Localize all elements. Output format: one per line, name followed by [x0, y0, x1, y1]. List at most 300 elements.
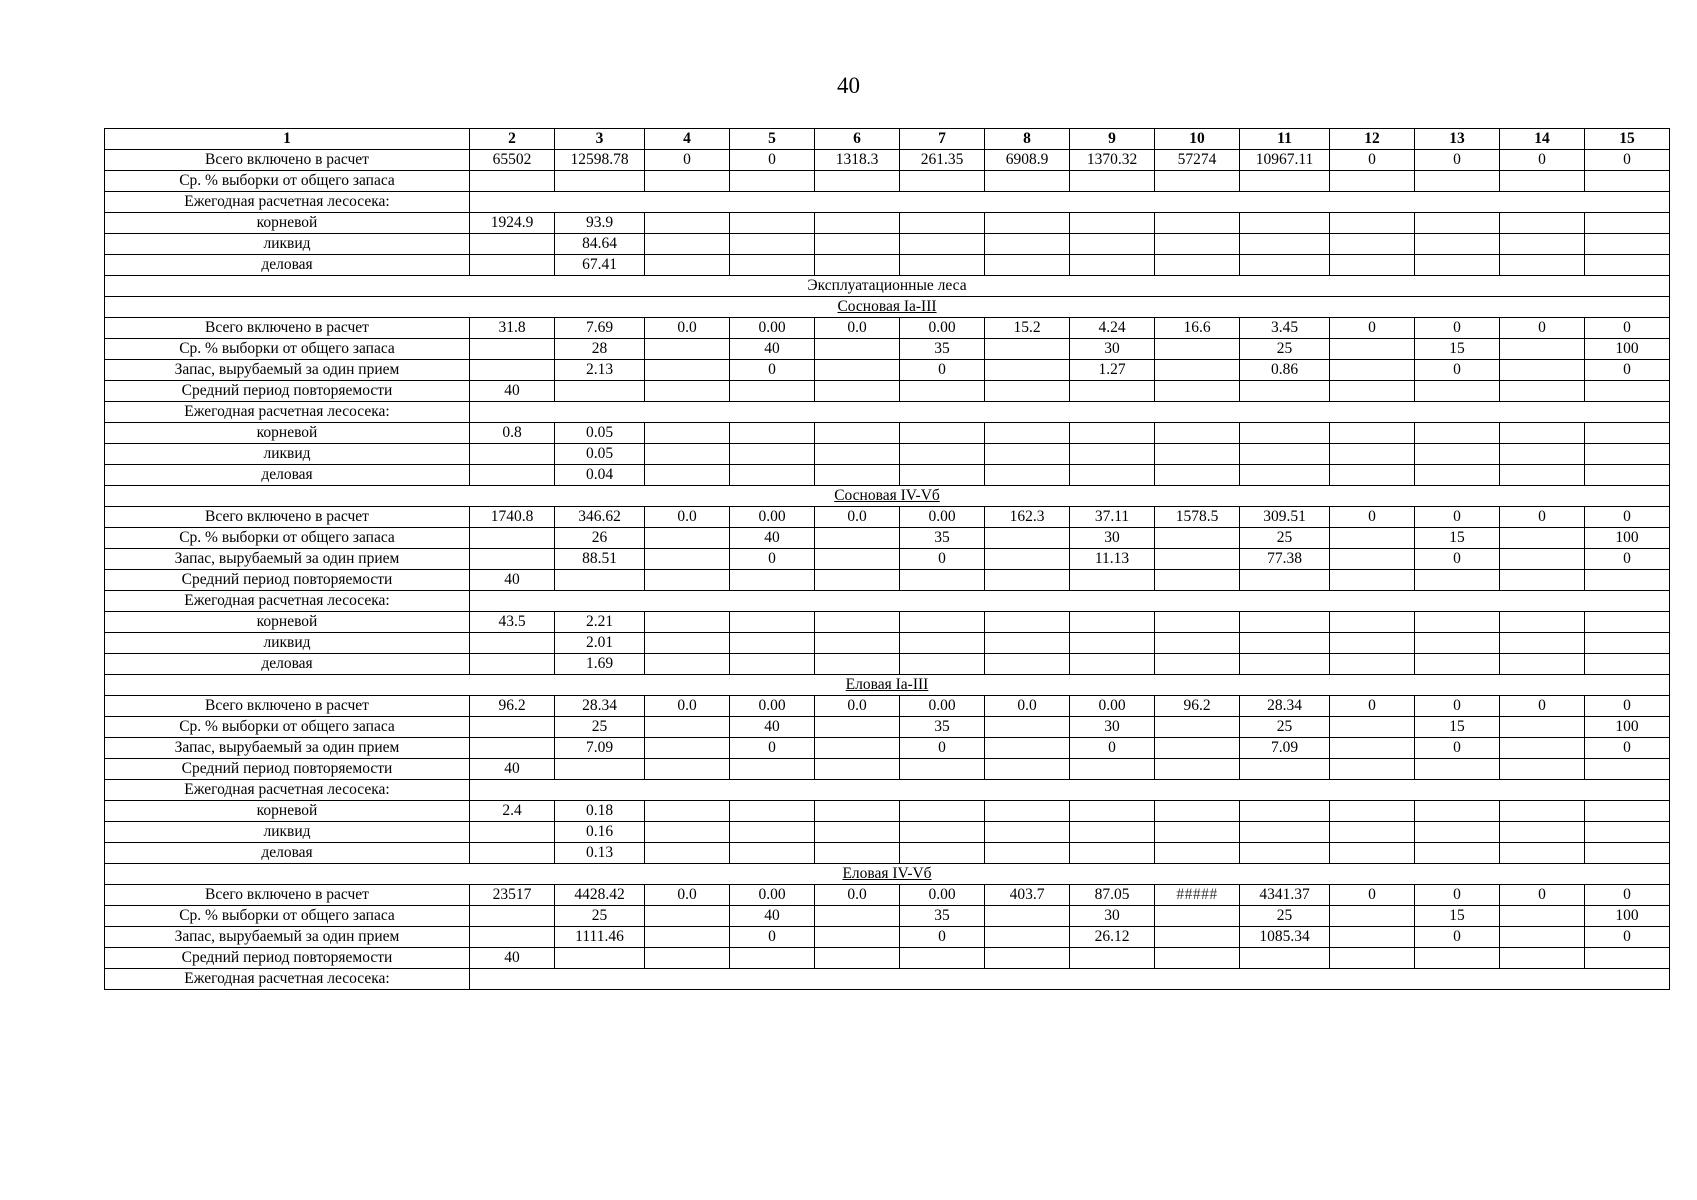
- table-cell: [1585, 171, 1670, 192]
- table-cell: [1155, 465, 1240, 486]
- table-cell: 0: [1415, 738, 1500, 759]
- table-cell: 1.27: [1070, 360, 1155, 381]
- table-cell: 40: [470, 948, 555, 969]
- table-row: [105, 717, 1670, 738]
- table-row: [105, 738, 1670, 759]
- table-body: [105, 129, 1670, 990]
- table-row: [105, 192, 1670, 213]
- table-cell: 15: [1415, 339, 1500, 360]
- table-cell: 0.0: [985, 696, 1070, 717]
- table-cell: [645, 423, 730, 444]
- table-cell: [1155, 759, 1240, 780]
- table-cell: 3.45: [1240, 318, 1330, 339]
- table-cell: 7.69: [555, 318, 645, 339]
- table-row: [105, 465, 1670, 486]
- table-cell: 1370.32: [1070, 150, 1155, 171]
- table-row: [105, 528, 1670, 549]
- table-cell: [1070, 822, 1155, 843]
- table-cell: [815, 234, 900, 255]
- table-cell: 1740.8: [470, 507, 555, 528]
- table-cell: [985, 423, 1070, 444]
- column-number-13: 13: [1415, 129, 1500, 150]
- table-cell: 0.0: [645, 885, 730, 906]
- row-label: деловая: [105, 255, 470, 276]
- row-label: деловая: [105, 465, 470, 486]
- table-cell: 0: [1330, 507, 1415, 528]
- table-cell: 15: [1415, 906, 1500, 927]
- table-cell: [1415, 633, 1500, 654]
- table-cell: 4.24: [1070, 318, 1155, 339]
- table-cell: [1500, 234, 1585, 255]
- table-cell: [730, 444, 815, 465]
- column-number-8: 8: [985, 129, 1070, 150]
- table-cell: 0: [1585, 927, 1670, 948]
- table-cell: [985, 654, 1070, 675]
- table-cell: 0.00: [900, 318, 985, 339]
- table-row: [105, 843, 1670, 864]
- table-cell: [1585, 465, 1670, 486]
- forest-calculation-table: [104, 128, 1670, 990]
- table-cell: [730, 381, 815, 402]
- table-cell: [1500, 444, 1585, 465]
- table-cell: 0: [1330, 885, 1415, 906]
- table-cell: [815, 570, 900, 591]
- table-cell: 0.0: [645, 507, 730, 528]
- table-cell: 37.11: [1070, 507, 1155, 528]
- table-cell: [815, 906, 900, 927]
- table-cell: [645, 906, 730, 927]
- row-label: ликвид: [105, 234, 470, 255]
- table-cell: 7.09: [1240, 738, 1330, 759]
- table-cell: 25: [555, 906, 645, 927]
- table-cell: 0: [1585, 318, 1670, 339]
- table-cell: 0: [1500, 318, 1585, 339]
- table-cell: [730, 633, 815, 654]
- table-cell: [730, 612, 815, 633]
- table-cell: 0.00: [900, 507, 985, 528]
- table-cell: [985, 528, 1070, 549]
- table-cell: 0.0: [645, 696, 730, 717]
- table-cell: 23517: [470, 885, 555, 906]
- table-cell: [1330, 738, 1415, 759]
- table-cell: [645, 171, 730, 192]
- table-cell: [985, 612, 1070, 633]
- table-cell: [1155, 255, 1240, 276]
- table-cell: 67.41: [555, 255, 645, 276]
- table-cell: 57274: [1155, 150, 1240, 171]
- table-row: [105, 759, 1670, 780]
- table-cell: [815, 339, 900, 360]
- table-cell: [1070, 423, 1155, 444]
- table-row: [105, 507, 1670, 528]
- table-cell: [1155, 633, 1240, 654]
- column-number-5: 5: [730, 129, 815, 150]
- table-cell: 0: [1500, 507, 1585, 528]
- table-cell: [470, 360, 555, 381]
- table-cell: [1330, 633, 1415, 654]
- table-cell: 1318.3: [815, 150, 900, 171]
- table-cell: [1070, 570, 1155, 591]
- column-number-3: 3: [555, 129, 645, 150]
- table-cell: 0: [1585, 507, 1670, 528]
- table-cell: [900, 654, 985, 675]
- table-cell: [985, 444, 1070, 465]
- table-cell: [730, 801, 815, 822]
- table-cell: [1415, 465, 1500, 486]
- table-cell: [1330, 759, 1415, 780]
- table-cell: [1240, 822, 1330, 843]
- table-cell: 96.2: [470, 696, 555, 717]
- table-cell: 0.16: [555, 822, 645, 843]
- table-cell: [645, 759, 730, 780]
- table-cell: 0.0: [645, 318, 730, 339]
- row-label: Всего включено в расчет: [105, 507, 470, 528]
- table-cell: [645, 213, 730, 234]
- table-cell: [985, 339, 1070, 360]
- table-cell: 35: [900, 906, 985, 927]
- table-cell: [1500, 255, 1585, 276]
- table-cell: [1240, 255, 1330, 276]
- table-cell: 43.5: [470, 612, 555, 633]
- table-cell: 0: [1585, 549, 1670, 570]
- table-cell: [730, 570, 815, 591]
- table-cell: [1500, 171, 1585, 192]
- table-cell: [730, 213, 815, 234]
- table-cell: [1330, 612, 1415, 633]
- table-cell: 0.00: [900, 696, 985, 717]
- table-cell: [985, 927, 1070, 948]
- table-cell: 0.00: [730, 885, 815, 906]
- table-cell: [730, 948, 815, 969]
- table-cell: [1415, 612, 1500, 633]
- table-cell: [815, 171, 900, 192]
- table-cell: [1070, 213, 1155, 234]
- table-cell: [1330, 801, 1415, 822]
- page-number: 40: [837, 73, 860, 98]
- merged-empty-cell: [470, 780, 1670, 801]
- table-cell: [645, 381, 730, 402]
- table-cell: [1155, 234, 1240, 255]
- table-cell: [645, 822, 730, 843]
- merged-empty-cell: [470, 402, 1670, 423]
- row-label: Ср. % выборки от общего запаса: [105, 339, 470, 360]
- table-cell: 15: [1415, 717, 1500, 738]
- table-cell: 88.51: [555, 549, 645, 570]
- table-cell: 0.86: [1240, 360, 1330, 381]
- table-cell: [645, 339, 730, 360]
- table-cell: [645, 843, 730, 864]
- table-cell: [1155, 360, 1240, 381]
- table-cell: 40: [730, 528, 815, 549]
- table-cell: 0: [1585, 360, 1670, 381]
- table-cell: 0: [1070, 738, 1155, 759]
- table-cell: [1585, 654, 1670, 675]
- table-cell: 4341.37: [1240, 885, 1330, 906]
- table-cell: [985, 360, 1070, 381]
- table-row: [105, 339, 1670, 360]
- table-cell: [1070, 381, 1155, 402]
- table-cell: 0: [645, 150, 730, 171]
- table-cell: [1155, 738, 1240, 759]
- table-cell: [815, 465, 900, 486]
- table-cell: 0.00: [900, 885, 985, 906]
- table-cell: [1330, 927, 1415, 948]
- table-row: [105, 948, 1670, 969]
- table-cell: 0: [1415, 549, 1500, 570]
- section-title: Сосновая Iа-III: [105, 297, 1670, 318]
- table-cell: 0.0: [815, 318, 900, 339]
- table-cell: 2.01: [555, 633, 645, 654]
- table-cell: [1155, 570, 1240, 591]
- table-cell: [1330, 948, 1415, 969]
- table-cell: 0: [900, 549, 985, 570]
- section-header-row: [105, 675, 1670, 696]
- row-label: Ср. % выборки от общего запаса: [105, 528, 470, 549]
- table-cell: 0.00: [730, 507, 815, 528]
- table-cell: 25: [1240, 906, 1330, 927]
- table-cell: 40: [730, 339, 815, 360]
- table-cell: 0.0: [815, 885, 900, 906]
- table-cell: #####: [1155, 885, 1240, 906]
- table-cell: [985, 738, 1070, 759]
- table-cell: [900, 843, 985, 864]
- table-cell: [1415, 171, 1500, 192]
- table-cell: 0.04: [555, 465, 645, 486]
- table-cell: 26: [555, 528, 645, 549]
- table-cell: [1330, 906, 1415, 927]
- row-label: корневой: [105, 801, 470, 822]
- table-cell: 35: [900, 717, 985, 738]
- table-cell: [1155, 906, 1240, 927]
- table-cell: 40: [470, 570, 555, 591]
- table-cell: [470, 738, 555, 759]
- table-cell: 0: [1585, 885, 1670, 906]
- table-cell: [985, 801, 1070, 822]
- table-cell: [1155, 213, 1240, 234]
- table-cell: [1240, 234, 1330, 255]
- table-row: [105, 654, 1670, 675]
- table-cell: [1330, 570, 1415, 591]
- table-cell: 100: [1585, 717, 1670, 738]
- row-label: Ежегодная расчетная лесосека:: [105, 591, 470, 612]
- table-row: [105, 906, 1670, 927]
- table-cell: [985, 822, 1070, 843]
- table-cell: 403.7: [985, 885, 1070, 906]
- table-cell: [1415, 570, 1500, 591]
- merged-empty-cell: [470, 591, 1670, 612]
- table-cell: 40: [730, 717, 815, 738]
- table-cell: 11.13: [1070, 549, 1155, 570]
- table-row: [105, 213, 1670, 234]
- table-cell: 1924.9: [470, 213, 555, 234]
- table-cell: [1240, 171, 1330, 192]
- table-cell: [645, 927, 730, 948]
- row-label: Всего включено в расчет: [105, 318, 470, 339]
- table-cell: [1330, 255, 1415, 276]
- table-cell: [645, 465, 730, 486]
- table-cell: [985, 906, 1070, 927]
- section-title: Еловая Iа-III: [105, 675, 1670, 696]
- table-cell: [1415, 822, 1500, 843]
- row-label: Запас, вырубаемый за один прием: [105, 927, 470, 948]
- table-cell: [470, 927, 555, 948]
- table-cell: 0: [1415, 318, 1500, 339]
- table-cell: [555, 948, 645, 969]
- row-label: Средний период повторяемости: [105, 570, 470, 591]
- table-cell: [1155, 423, 1240, 444]
- table-cell: [985, 717, 1070, 738]
- table-cell: [1330, 360, 1415, 381]
- table-cell: [1155, 948, 1240, 969]
- table-cell: [1500, 906, 1585, 927]
- table-cell: 30: [1070, 906, 1155, 927]
- table-cell: 346.62: [555, 507, 645, 528]
- table-cell: 0.0: [815, 696, 900, 717]
- table-cell: 77.38: [1240, 549, 1330, 570]
- section-header-row: [105, 276, 1670, 297]
- merged-empty-cell: [470, 192, 1670, 213]
- table-cell: 100: [1585, 339, 1670, 360]
- table-cell: [1240, 423, 1330, 444]
- table-cell: [815, 948, 900, 969]
- table-cell: [1155, 612, 1240, 633]
- table-cell: [730, 759, 815, 780]
- section-title: Эксплуатационные леса: [105, 276, 1670, 297]
- column-number-11: 11: [1240, 129, 1330, 150]
- table-cell: [1500, 717, 1585, 738]
- row-label: деловая: [105, 654, 470, 675]
- row-label: Запас, вырубаемый за один прием: [105, 360, 470, 381]
- table-cell: [470, 255, 555, 276]
- column-number-6: 6: [815, 129, 900, 150]
- row-label: корневой: [105, 612, 470, 633]
- table-cell: 2.21: [555, 612, 645, 633]
- table-row: [105, 927, 1670, 948]
- table-cell: [470, 549, 555, 570]
- table-cell: [985, 255, 1070, 276]
- table-cell: [1155, 822, 1240, 843]
- table-cell: [1585, 213, 1670, 234]
- column-number-10: 10: [1155, 129, 1240, 150]
- table-cell: [1330, 717, 1415, 738]
- table-cell: 100: [1585, 906, 1670, 927]
- table-cell: [730, 654, 815, 675]
- table-cell: 30: [1070, 717, 1155, 738]
- table-cell: [730, 465, 815, 486]
- table-cell: [1240, 381, 1330, 402]
- table-cell: [1415, 381, 1500, 402]
- table-cell: 0: [1415, 885, 1500, 906]
- table-cell: 261.35: [900, 150, 985, 171]
- table-cell: [1585, 612, 1670, 633]
- table-cell: [1415, 444, 1500, 465]
- table-cell: [730, 234, 815, 255]
- table-cell: [900, 759, 985, 780]
- table-cell: [1240, 801, 1330, 822]
- table-cell: [730, 843, 815, 864]
- table-cell: [645, 234, 730, 255]
- table-cell: [730, 255, 815, 276]
- table-cell: 7.09: [555, 738, 645, 759]
- table-cell: 0.00: [730, 696, 815, 717]
- row-label: Ср. % выборки от общего запаса: [105, 171, 470, 192]
- table-cell: [645, 255, 730, 276]
- table-cell: 15.2: [985, 318, 1070, 339]
- table-cell: [985, 234, 1070, 255]
- table-cell: 28.34: [1240, 696, 1330, 717]
- row-label: Ежегодная расчетная лесосека:: [105, 192, 470, 213]
- table-cell: [1500, 360, 1585, 381]
- table-cell: [1500, 612, 1585, 633]
- table-cell: [815, 927, 900, 948]
- table-cell: [900, 444, 985, 465]
- table-cell: [1585, 843, 1670, 864]
- table-cell: [900, 171, 985, 192]
- table-cell: 1085.34: [1240, 927, 1330, 948]
- table-cell: 0.00: [1070, 696, 1155, 717]
- table-cell: [900, 570, 985, 591]
- table-cell: 2.13: [555, 360, 645, 381]
- table-cell: [1070, 843, 1155, 864]
- table-cell: 100: [1585, 528, 1670, 549]
- table-cell: 0: [1585, 150, 1670, 171]
- table-cell: 0: [900, 360, 985, 381]
- table-cell: 10967.11: [1240, 150, 1330, 171]
- table-cell: 0.8: [470, 423, 555, 444]
- table-cell: [815, 717, 900, 738]
- table-cell: [1415, 654, 1500, 675]
- table-cell: [815, 738, 900, 759]
- table-cell: [645, 654, 730, 675]
- table-row: [105, 570, 1670, 591]
- table-cell: [1155, 717, 1240, 738]
- table-row: [105, 780, 1670, 801]
- section-title: Еловая IV-Vб: [105, 864, 1670, 885]
- table-cell: 25: [1240, 339, 1330, 360]
- row-label: Средний период повторяемости: [105, 759, 470, 780]
- table-cell: [1070, 654, 1155, 675]
- table-cell: [1500, 927, 1585, 948]
- table-cell: [1415, 213, 1500, 234]
- table-cell: [815, 423, 900, 444]
- row-label: Ср. % выборки от общего запаса: [105, 906, 470, 927]
- table-cell: [555, 171, 645, 192]
- column-number-1: 1: [105, 129, 470, 150]
- table-cell: 87.05: [1070, 885, 1155, 906]
- row-label: Ср. % выборки от общего запаса: [105, 717, 470, 738]
- table-cell: [1585, 234, 1670, 255]
- table-cell: 40: [730, 906, 815, 927]
- table-cell: [1585, 633, 1670, 654]
- table-cell: 30: [1070, 528, 1155, 549]
- table-cell: 12598.78: [555, 150, 645, 171]
- table-cell: [1155, 549, 1240, 570]
- table-cell: [1500, 213, 1585, 234]
- table-cell: [1240, 759, 1330, 780]
- table-cell: [815, 843, 900, 864]
- table-cell: 84.64: [555, 234, 645, 255]
- table-cell: [1240, 612, 1330, 633]
- table-cell: [1070, 444, 1155, 465]
- table-cell: 65502: [470, 150, 555, 171]
- table-cell: [730, 423, 815, 444]
- table-row: [105, 318, 1670, 339]
- table-cell: [470, 339, 555, 360]
- table-cell: [1070, 801, 1155, 822]
- table-cell: 0: [1500, 150, 1585, 171]
- table-cell: [985, 759, 1070, 780]
- table-cell: [1500, 948, 1585, 969]
